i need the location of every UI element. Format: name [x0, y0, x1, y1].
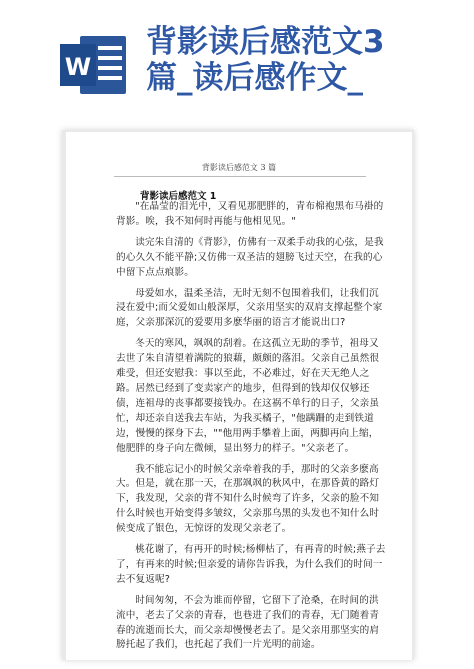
- document-title-line-2: 篇_读后感作文_: [146, 60, 363, 96]
- word-logo-letter: W: [64, 53, 92, 81]
- paragraph: 时间匆匆，不会为谁而停留，它留下了沧桑，在时间的洪流中，老去了父亲的青春，也巷进了我们的青春，无门随着青春的流逝而长大，而父亲却慢慢老去了。是父亲用那坚实的肩膀托起了我们，也托起了我们一片光明的前途。: [116, 594, 380, 651]
- document-title: [146, 24, 385, 96]
- paragraph: 桃花谢了，有再开的时候;杨柳枯了，有再青的时候;燕子去了，有再来的时候;但亲爱的请你告诉我，为什么我们的时间一去不复返呢?: [116, 544, 386, 585]
- paragraph: 冬天的寒风，飒飒的刮着。在这孤立无助的季节，祖母又去世了朱自清望着满院的狼藉，颇颇的落泪。父亲自己虽然很难受，但还安慰我：事以至此，不必难过，好在天无绝人之路。居然已经到了变卖家产的地步，但得到的钱却仅仅够还债，连祖母的丧事都要接钱办。在这祸不单行的日子，父亲虽忙，却还亲自送我去车站，为我买橘子，"他蹒跚的走到铁道边，慢慢的探身下去，""他用两手攀着上面，两脚再向上缩，他肥胖的身子向左微倾，显出努力的样子。"父亲老了。: [116, 338, 380, 454]
- header-divider: [114, 176, 366, 177]
- page-header: 背影读后感范文 3 篇: [201, 163, 277, 172]
- paragraph: 我不能忘记小的时候父亲牵着我的手，那时的父亲多麽高大。但是，就在那一天，在那飒飒的秋风中，在那昏黄的路灯下，我发现，父亲的背不知什么时候弯了许多，父亲的脸不知什么时候也开始变得多皱纹，父亲那乌黑的头发也不知什么时候变成了银色，无惊讶的发现父亲老了。: [116, 463, 380, 535]
- document-body: [116, 200, 386, 656]
- document-banner: [0, 0, 474, 110]
- document-title-line-1: 背影读后感范文3: [146, 24, 385, 60]
- paragraph: 母爱如水，温柔圣洁，无时无刻不包围着我们，让我们沉浸在爱中;而父爱如山般深厚，父亲用坚实的双肩支撑起整个家庭，父亲那深沉的爱要用多麽华丽的语言才能说出口?: [116, 287, 383, 329]
- document-page: [66, 132, 412, 660]
- section-heading: 背影读后感范文 1: [140, 191, 217, 202]
- word-document-icon: [58, 34, 128, 96]
- paragraph: 读完朱自清的《背影》，仿佛有一双柔手动我的心弦，是我的心久久不能平静;又仿佛一双圣洁的翅膀飞过天空，在我的心中留下点点痕影。: [116, 236, 384, 278]
- paragraph: "在晶莹的泪光中，又看见那肥胖的，青布棉袍黑布马褂的背影。唉，我不知何时再能与他相见见。": [116, 201, 384, 227]
